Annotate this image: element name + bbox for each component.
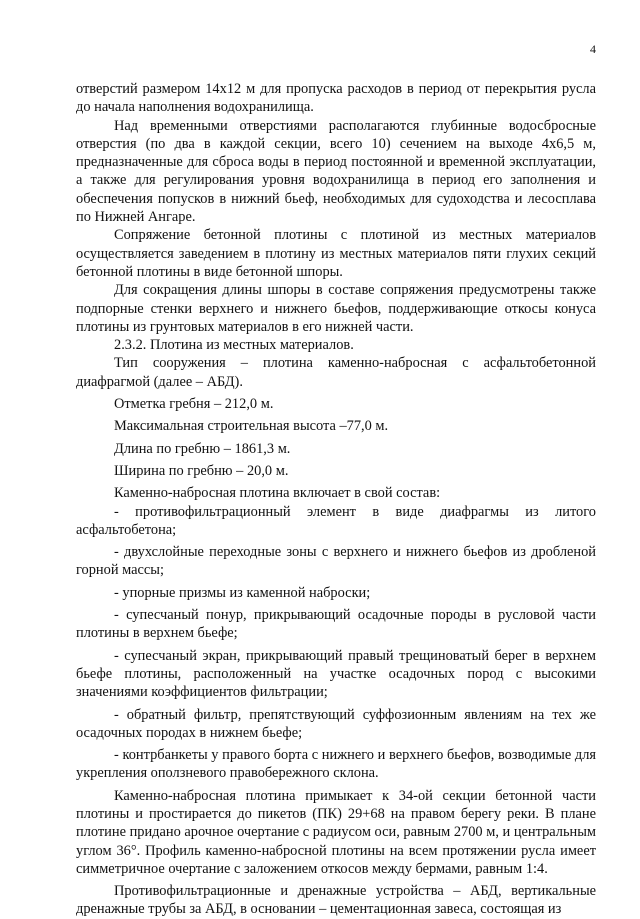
param-crest-length: Длина по гребню – 1861,3 м. <box>114 440 291 457</box>
paragraph-arch-profile: Каменно-набросная плотина примыкает к 34-ой секции бетонной части плотины и простирается до пикетов (ПК) 29+68 на правом берегу реки. В плане плотине придано арочное очертание с радиусом оси, равным 2700 м, и центральным углом 36°. Профиль каменно-набросной плотины на всем протяжении русла имеет симметричное очертание с заложением откосов между бермами, равным 1:4. <box>76 787 597 877</box>
page-number: 4 <box>590 42 596 56</box>
list-item-diaphragm: - противофильтрационный элемент в виде диафрагмы из литого асфальтобетона; <box>76 503 596 538</box>
list-item-filter: - обратный фильтр, препятствующий суффозионным явлениям на тех же осадочных породах в нижнем бьефе; <box>76 706 596 741</box>
param-crest-width: Ширина по гребню – 20,0 м. <box>114 462 289 479</box>
param-max-height: Максимальная строительная высота –77,0 м. <box>114 418 389 435</box>
document-body <box>76 80 596 919</box>
section-heading: 2.3.2. Плотина из местных материалов. <box>114 337 354 354</box>
param-crest-elevation: Отметка гребня – 212,0 м. <box>114 396 274 413</box>
paragraph-retaining-walls: Для сокращения длины шпоры в составе сопряжения предусмотрены также подпорные стенки верхнего и нижнего бьефов, поддерживающие откосы конуса плотины из грунтовых материалов в его нижней части. <box>76 282 596 335</box>
list-item-blanket: - супесчаный понур, прикрывающий осадочные породы в русловой части плотины в верхнем бьефе; <box>76 607 596 642</box>
paragraph-dam-junction: Сопряжение бетонной плотины с плотиной из местных материалов осуществляется заведением в плотину из местных материалов пяти глухих секций бетонной плотины в виде бетонной шпоры. <box>76 227 596 280</box>
paragraph-drainage: Противофильтрационные и дренажные устройства – АБД, вертикальные дренажные трубы за АБД, в основании – цементационная завеса, состоящая из <box>76 883 596 918</box>
paragraph-continuation: отверстий размером 14х12 м для пропуска расходов в период от перекрытия русла до начала наполнения водохранилища. <box>76 81 596 116</box>
paragraph-structure-type: Тип сооружения – плотина каменно-набросная с асфальтобетонной диафрагмой (далее – АБД). <box>76 355 596 390</box>
list-item-transition-zones: - двухслойные переходные зоны с верхнего и нижнего бьефов из дробленой горной массы; <box>76 544 596 579</box>
paragraph-composition-intro: Каменно-набросная плотина включает в свой состав: <box>114 485 441 502</box>
list-item-screen: - супесчаный экран, прикрывающий правый трещиноватый берег в верхнем бьефе плотины, расположенный на участке осадочных пород с высокими значениями коэффициентов фильтрации; <box>76 647 596 701</box>
list-item-prisms: - упорные призмы из каменной наброски; <box>114 584 371 601</box>
list-item-counterbanks: - контрбанкеты у правого борта с нижнего и верхнего бьефов, возводимые для укрепления оползневого правобережного склона. <box>76 747 596 782</box>
paragraph-spillway-openings: Над временными отверстиями располагаются глубинные водосбросные отверстия (по два в каждой секции, всего 10) сечением на выходе 4х6,5 м, предназначенные для сброса воды в период постоянной и временной эксплуатации, а также для регулирования уровня водохранилища в период его заполнения и обеспечения попусков в нижний бьеф, необходимых для судоходства и лесосплава по Нижней Ангаре. <box>76 117 596 226</box>
